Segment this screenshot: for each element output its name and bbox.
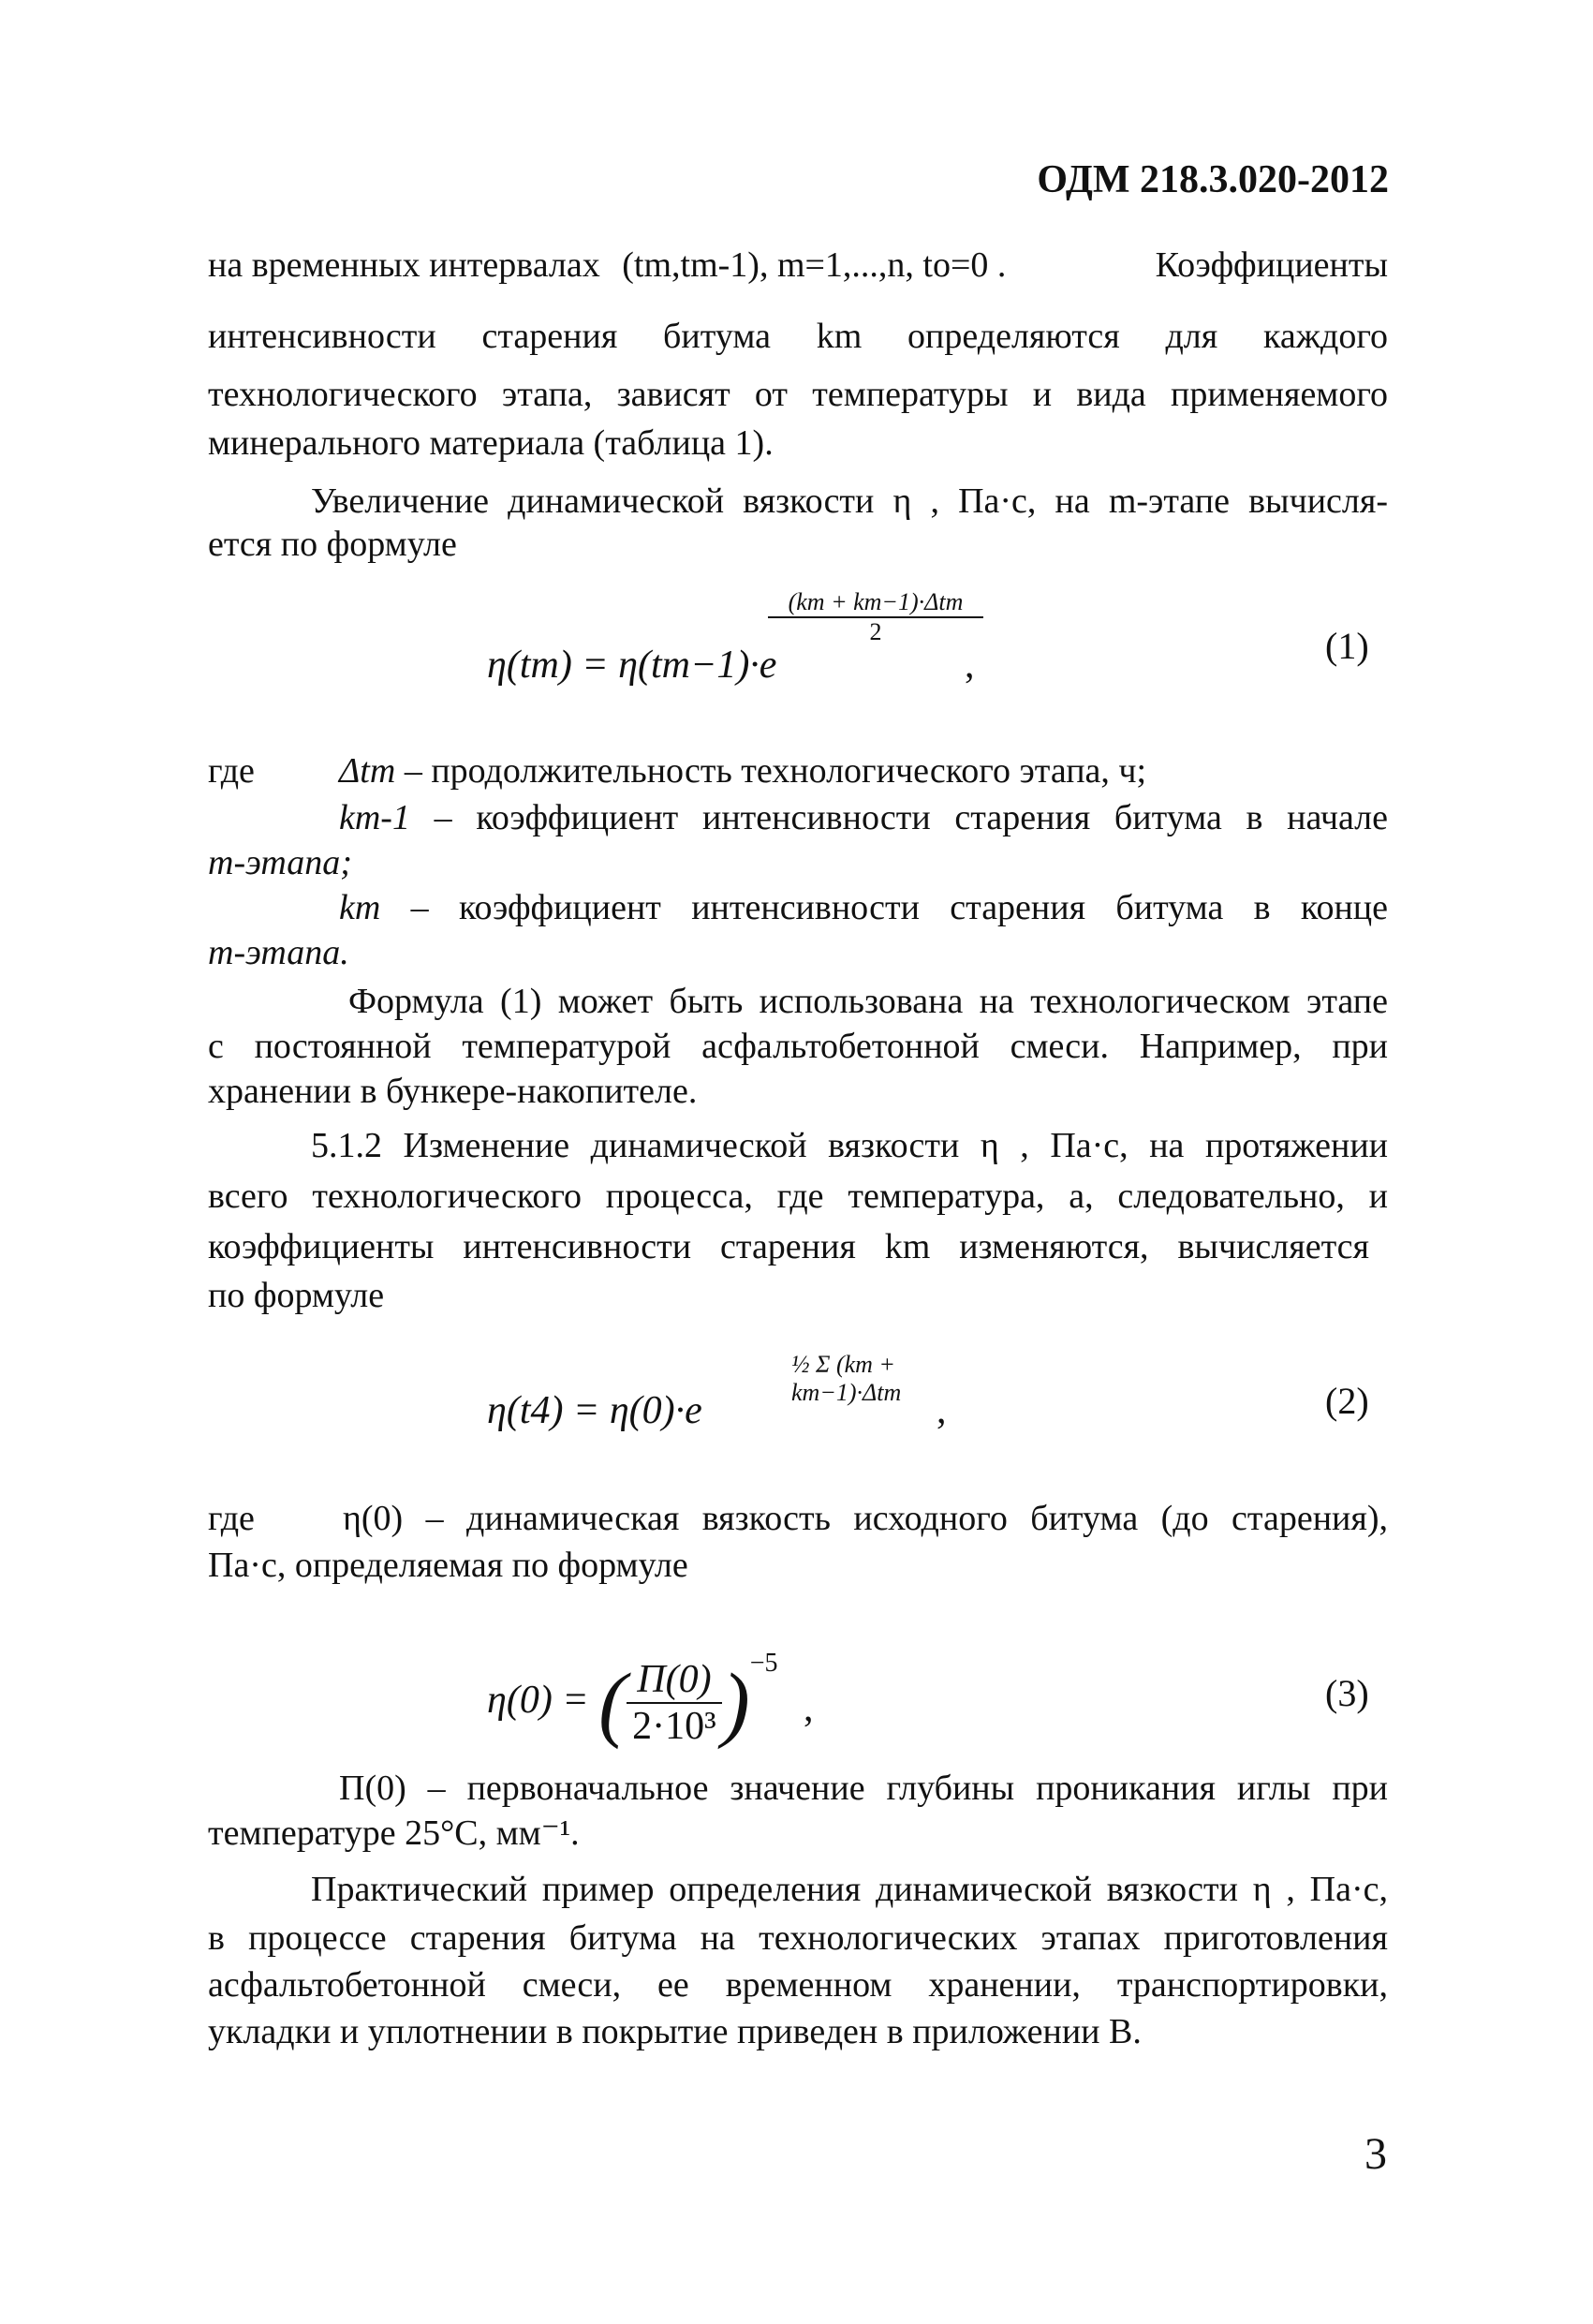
paragraph-1-line-1 — [208, 245, 1388, 287]
where-1-item-1 — [339, 751, 1146, 792]
paragraph-3-line-1: Формула (1) может быть использована на технологическом этапе — [348, 982, 1388, 1021]
paragraph-2-line-2: ется по формуле — [208, 525, 457, 564]
paragraph-5-line-4: укладки и уплотнении в покрытие приведен в приложении В. — [208, 2012, 1142, 2051]
formula-1 — [487, 643, 776, 688]
where-1-label: где — [208, 751, 255, 791]
p1-interval: (tm,tm-1), m=1,...,n, to=0 . — [622, 245, 1007, 285]
paragraph-5-line-1: Практический пример определения динамической вязкости η , Па·с, — [311, 1870, 1388, 1909]
formula-2-exponent-text: ½ Σ (km + km−1)·Δtm — [791, 1351, 902, 1406]
formula-3-numerator: П(0) — [627, 1657, 722, 1704]
document-code-header: ОДМ 218.3.020-2012 — [1037, 158, 1389, 201]
paragraph-4-line-3: коэффициенты интенсивности старения km изменяются, вычисляется — [208, 1227, 1369, 1266]
paragraph-1-line-2: интенсивности старения битума km определяются для каждого — [208, 317, 1388, 356]
formula-3-power: −5 — [749, 1649, 778, 1678]
paragraph-3-line-2: с постоянной температурой асфальтобетонной смеси. Например, при — [208, 1027, 1388, 1066]
formula-3 — [487, 1649, 778, 1752]
where-1-item-2 — [339, 798, 1388, 839]
delta-t-symbol: Δtm — [339, 751, 396, 791]
paragraph-4-line-1: 5.1.2 Изменение динамической вязкости η , Па·с, на протяжении — [311, 1126, 1388, 1165]
formula-3-number: (3) — [1325, 1672, 1369, 1714]
formula-3-comma: , — [804, 1687, 814, 1730]
formula-1-lhs: η(tm) = η(tm−1)·e — [487, 644, 777, 687]
formula-3-lhs: η(0) = — [487, 1679, 589, 1722]
where-2-label: где — [208, 1499, 255, 1538]
formula-2-exponent — [791, 1351, 979, 1407]
formula-1-exponent — [768, 588, 983, 646]
where-1-item-4-text: – коэффициент интенсивности старения битума в конце — [410, 888, 1388, 927]
paragraph-4-line-4: по формуле — [208, 1276, 385, 1315]
where-2-line-1: η(0) – динамическая вязкость исходного битума (до старения), — [343, 1499, 1388, 1538]
k-m-symbol: km — [339, 888, 381, 927]
formula-1-number: (1) — [1325, 625, 1369, 667]
where-3-line-2: температуре 25°С, мм⁻¹. — [208, 1813, 580, 1853]
where-1-item-3: m-этапа; — [208, 843, 352, 882]
where-3-line-1: П(0) – первоначальное значение глубины проникания иглы при — [339, 1769, 1388, 1808]
where-2-line-2: Па·с, определяемая по формуле — [208, 1546, 688, 1585]
paragraph-3-line-3: хранении в бункере-накопителе. — [208, 1072, 698, 1111]
formula-3-open-paren: ( — [598, 1656, 627, 1750]
formula-2-lhs: η(t4) = η(0)·e — [487, 1389, 702, 1432]
formula-2-comma: , — [937, 1389, 947, 1432]
p1-line1-end: Коэффициенты — [1155, 245, 1388, 285]
paragraph-1-line-4: минерального материала (таблица 1). — [208, 423, 774, 463]
paragraph-5-line-3: асфальтобетонной смеси, ее временном хранении, транспортировки, — [208, 1965, 1388, 2005]
formula-3-fraction — [627, 1657, 722, 1749]
paragraph-5-line-2: в процессе старения битума на технологических этапах приготовления — [208, 1918, 1388, 1958]
where-1-item-4 — [339, 888, 1388, 929]
formula-3-denominator: 2·10³ — [632, 1705, 716, 1749]
formula-2 — [487, 1388, 702, 1433]
formula-2-number: (2) — [1325, 1380, 1369, 1422]
paragraph-2-line-1: Увеличение динамической вязкости η , Па·с, на m-этапе вычисля- — [311, 481, 1388, 521]
where-1-item-5: m-этапа. — [208, 933, 349, 972]
formula-1-exponent-numerator: (km + km−1)·Δtm — [768, 588, 983, 618]
formula-1-comma: , — [965, 644, 975, 687]
paragraph-4-line-2: всего технологического процесса, где температура, а, следовательно, и — [208, 1177, 1388, 1216]
formula-1-exponent-denominator: 2 — [869, 618, 882, 645]
k-m-1-symbol: km-1 — [339, 798, 410, 837]
paragraph-1-line-3: технологического этапа, зависят от температуры и вида применяемого — [208, 375, 1388, 414]
where-1-item-2-text: – коэффициент интенсивности старения битума в начале — [434, 798, 1388, 837]
formula-3-close-paren: ) — [721, 1656, 750, 1750]
where-1-item-1-text: – продолжительность технологического этапа, ч; — [404, 751, 1147, 791]
p1-line1-start: на временных интервалах — [208, 245, 600, 285]
page-number: 3 — [1364, 2129, 1387, 2179]
